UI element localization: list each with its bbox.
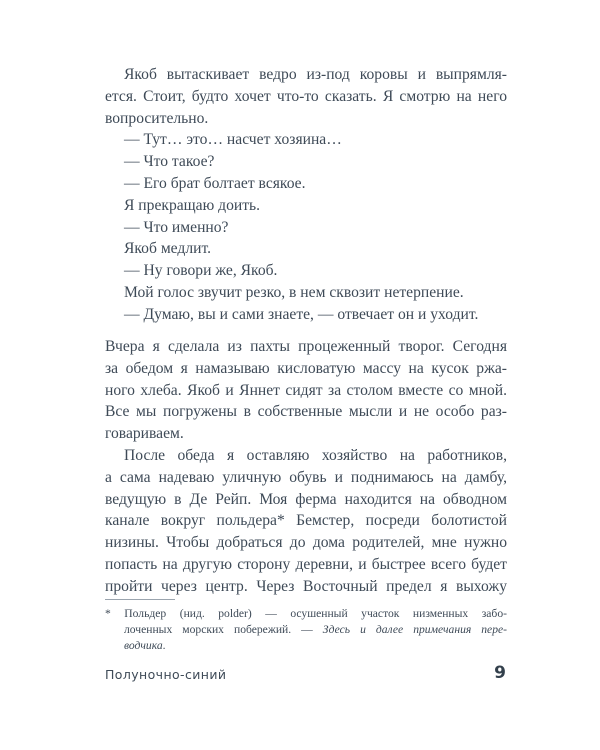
text-line: — Что такое? [124, 153, 215, 171]
footnote-divider [105, 599, 175, 600]
text-line: — Его брат болтает всякое. [124, 174, 306, 192]
text-line: — Что именно? [124, 218, 229, 236]
text-line: вопросительно. [105, 109, 209, 127]
text-line: ведущую в Де Рейп. Моя ферма находится на обводном [105, 490, 507, 508]
footnote-italic-text: Здесь и далее примечания пере- [322, 623, 508, 636]
footnote-line: * Польдер (нид. polder) — осушенный участок низменных забо- [105, 607, 507, 620]
text-line: Вчера я сделала из пахты процеженный творог. Сегодня [105, 338, 507, 355]
text-line: Все мы погружены в собственные мысли и не особо раз- [105, 403, 507, 421]
text-line: говариваем. [105, 425, 184, 443]
dialogue-section [105, 64, 507, 326]
text-line: пройти через центр. Через Восточный предел я выхожу [105, 577, 507, 595]
text-line: После обеда я оставляю хозяйство на работников, [124, 446, 507, 464]
text-line: Якоб вытаскивает ведро из-под коровы и выпрямля- [124, 66, 507, 83]
text-line: канале вокруг польдера* Бемстер, посреди болотистой [105, 512, 507, 530]
footnote-line [105, 622, 507, 638]
footnote-text: лоченных морских побережий. — [124, 623, 323, 636]
page-number: 9 [494, 663, 506, 683]
text-line: Мой голос звучит резко, в нем сквозит нетерпение. [124, 283, 464, 301]
text-line: — Ну говори же, Якоб. [124, 262, 278, 280]
narrative-section [105, 336, 507, 598]
text-line: — Думаю, вы и сами знаете, — отвечает он и уходит. [124, 305, 479, 323]
text-line: ного хлеба. Якоб и Яннет сидят за столом вместе со мной. [105, 381, 507, 399]
text-line: — Тут… это… насчет хозяина… [124, 131, 342, 149]
running-footer-title: Полуночно-синий [105, 667, 227, 682]
text-line: ется. Стоит, будто хочет что-то сказать. Я смотрю на него [105, 87, 507, 105]
text-line: низины. Чтобы добраться до дома родителей, мне нужно [105, 534, 507, 552]
text-line: а сама надеваю уличную обувь и поднимаюсь на дамбу, [105, 468, 507, 486]
text-line: Якоб медлит. [124, 240, 211, 258]
footnote-line [105, 638, 507, 654]
footnote-text: . [162, 639, 166, 652]
footnote [105, 606, 507, 654]
text-line: попасть на другую сторону деревни, и быстрее всего будет [105, 555, 507, 573]
text-line: за обедом я намазываю кисловатую массу на кусок ржа- [105, 359, 507, 377]
text-line: Я прекращаю доить. [124, 196, 261, 214]
footnote-italic-text: водчика [124, 639, 163, 652]
